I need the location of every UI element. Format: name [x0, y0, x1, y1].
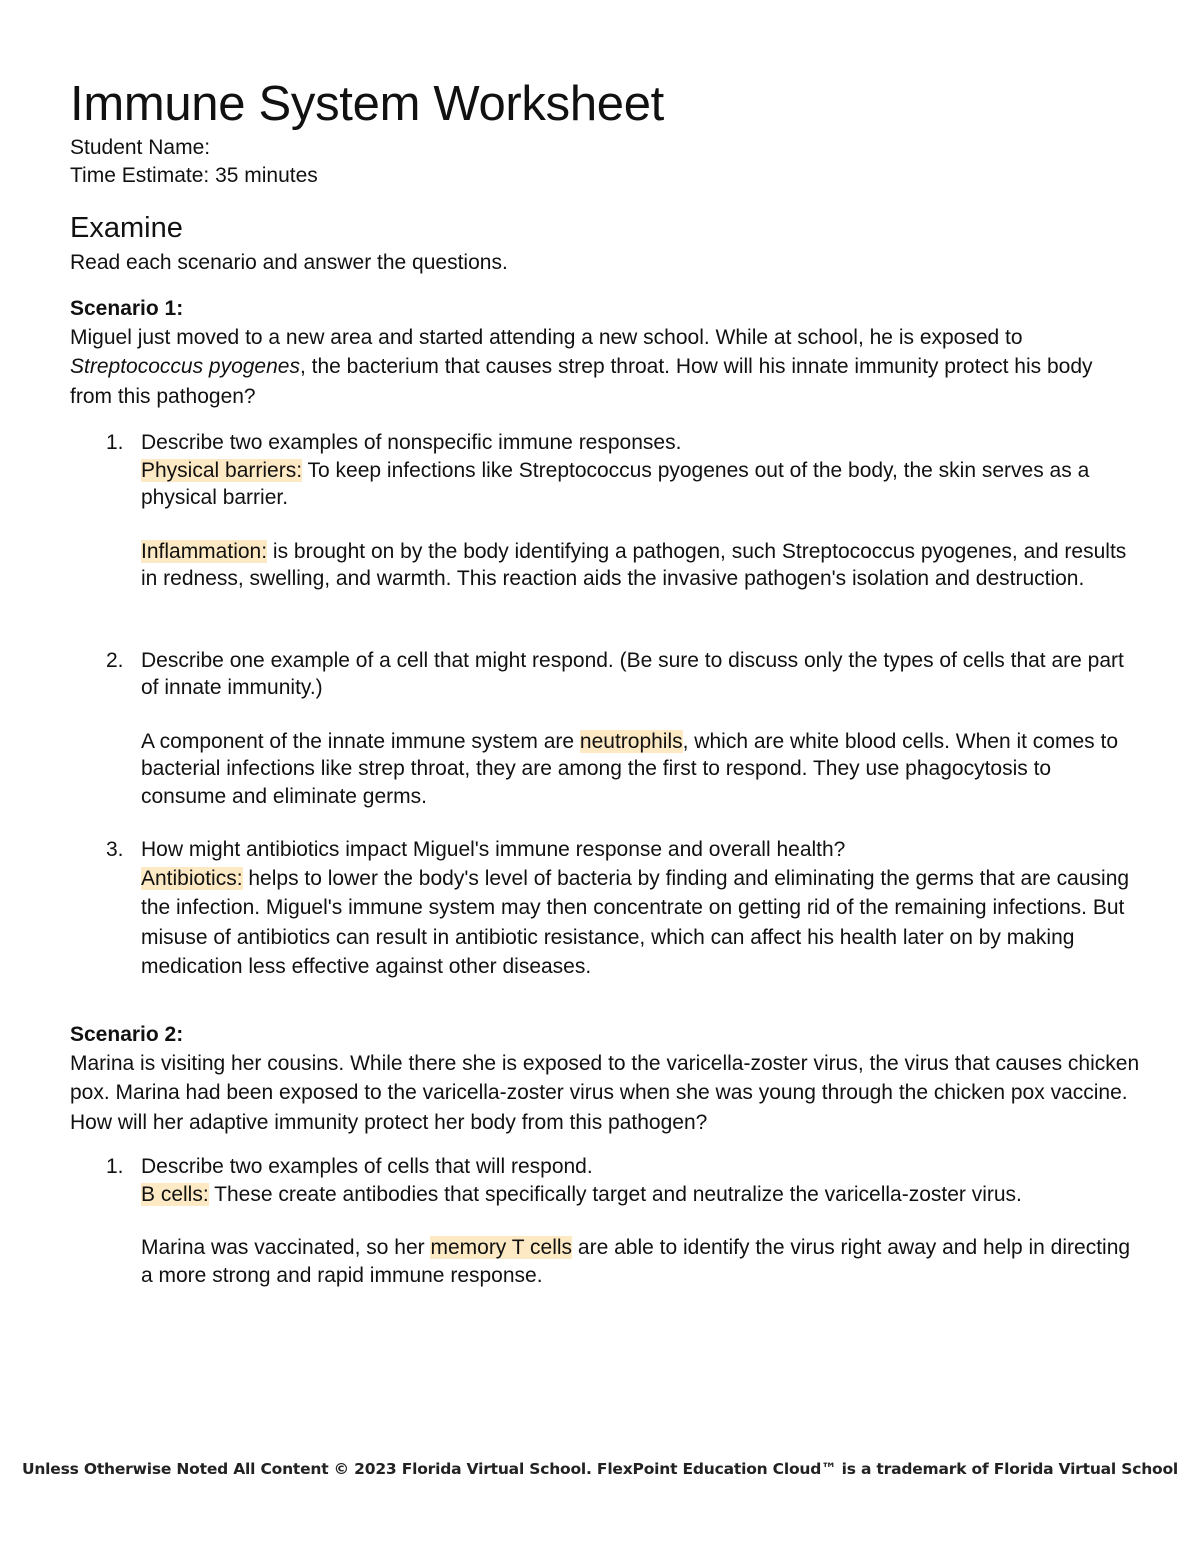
answer-body: To keep infections like Streptococcus pyogenes out of the body, the skin serves as a physical barrier. — [141, 458, 1090, 509]
spacer — [141, 1208, 1140, 1234]
question-item — [70, 647, 1140, 811]
question-text: Describe two examples of cells that will respond. — [141, 1155, 593, 1178]
spacer — [141, 702, 1140, 728]
question-number: 3. — [106, 838, 124, 861]
worksheet-page — [70, 74, 1140, 1289]
answer-text — [141, 1234, 1140, 1289]
answer-body: , which are white blood cells. When it comes to bacterial infections like strep throat, they are among the first to respond. They use phagocytosis to consume and eliminate germs. — [141, 729, 1119, 808]
question-item — [70, 836, 1140, 982]
question-number: 2. — [106, 648, 124, 672]
scenario-1-questions — [70, 429, 1140, 982]
answer-text — [141, 1181, 1140, 1209]
copyright-footer: Unless Otherwise Noted All Content © 2023 Florida Virtual School. FlexPoint Education Cloud™ is a trademark of Florida Virtual School — [21, 1460, 1179, 1478]
scenario-1-intro — [70, 323, 1140, 412]
worksheet-meta — [70, 134, 1140, 190]
question-number: 1. — [106, 1155, 124, 1178]
examine-heading: Examine — [70, 212, 183, 244]
answer-body: is brought on by the body identifying a pathogen, such Streptococcus pyogenes, and results in redness, swelling, and warmth. This reaction aids the invasive pathogen's isolation and destruction. — [141, 539, 1127, 590]
time-estimate: Time Estimate: 35 minutes — [70, 164, 318, 187]
scenario-2-questions — [70, 1153, 1140, 1289]
answer-text — [141, 864, 1140, 982]
question-text: Describe one example of a cell that might respond. (Be sure to discuss only the types of cells that are part of innate immunity.) — [141, 648, 1124, 699]
scenario-2-heading: Scenario 2: — [70, 1022, 184, 1046]
student-name-label: Student Name: — [70, 136, 211, 159]
page-title: Immune System Worksheet — [70, 77, 664, 131]
answer-body: helps to lower the body's level of bacteria by finding and eliminating the germs that are causing the infection. Miguel's immune system may then concentrate on getting rid of the remaining infections. But misuse of antibiotics can result in antibiotic resistance, which can affect his health later on by making medication less effective against other diseases. — [141, 866, 1130, 978]
examine-instructions: Read each scenario and answer the questions. — [70, 251, 508, 274]
answer-highlight: Physical barriers: — [141, 458, 303, 482]
question-number: 1. — [106, 431, 124, 454]
scenario-1-intro-part2: , the bacterium that causes strep throat. How will his innate immunity protect his body from this pathogen? — [70, 355, 1093, 408]
scenario-1-heading: Scenario 1: — [70, 296, 184, 320]
answer-text — [141, 538, 1140, 593]
scenario-1-intro-italic: Streptococcus pyogenes — [70, 355, 300, 378]
answer-highlight: Inflammation: — [141, 539, 268, 563]
question-item — [70, 429, 1140, 593]
scenario-1-intro-part1: Miguel just moved to a new area and started attending a new school. While at school, he is exposed to — [70, 325, 1023, 349]
question-text: How might antibiotics impact Miguel's immune response and overall health? — [141, 838, 846, 861]
answer-text — [141, 728, 1140, 811]
answer-highlight: B cells: — [141, 1182, 209, 1206]
scenario-2-intro: Marina is visiting her cousins. While there she is exposed to the varicella-zoster virus, the virus that causes chicken pox. Marina had been exposed to the varicella-zoster virus when she was young through the chicken pox vaccine. How will her adaptive immunity protect her body from this pathogen? — [70, 1051, 1140, 1134]
answer-body: are able to identify the virus right away and help in directing a more strong and rapid immune response. — [141, 1236, 1131, 1287]
answer-highlight: memory T cells — [430, 1236, 573, 1259]
spacer — [141, 512, 1140, 538]
question-text: Describe two examples of nonspecific immune responses. — [141, 431, 682, 454]
answer-body: A component of the innate immune system are — [141, 729, 580, 753]
answer-body: These create antibodies that specifically target and neutralize the varicella-zoster virus. — [208, 1182, 1022, 1206]
answer-highlight: neutrophils — [579, 729, 683, 753]
answer-highlight: Antibiotics: — [141, 866, 243, 890]
answer-body: Marina was vaccinated, so her — [141, 1236, 431, 1259]
question-item — [70, 1153, 1140, 1289]
answer-text — [141, 457, 1140, 512]
